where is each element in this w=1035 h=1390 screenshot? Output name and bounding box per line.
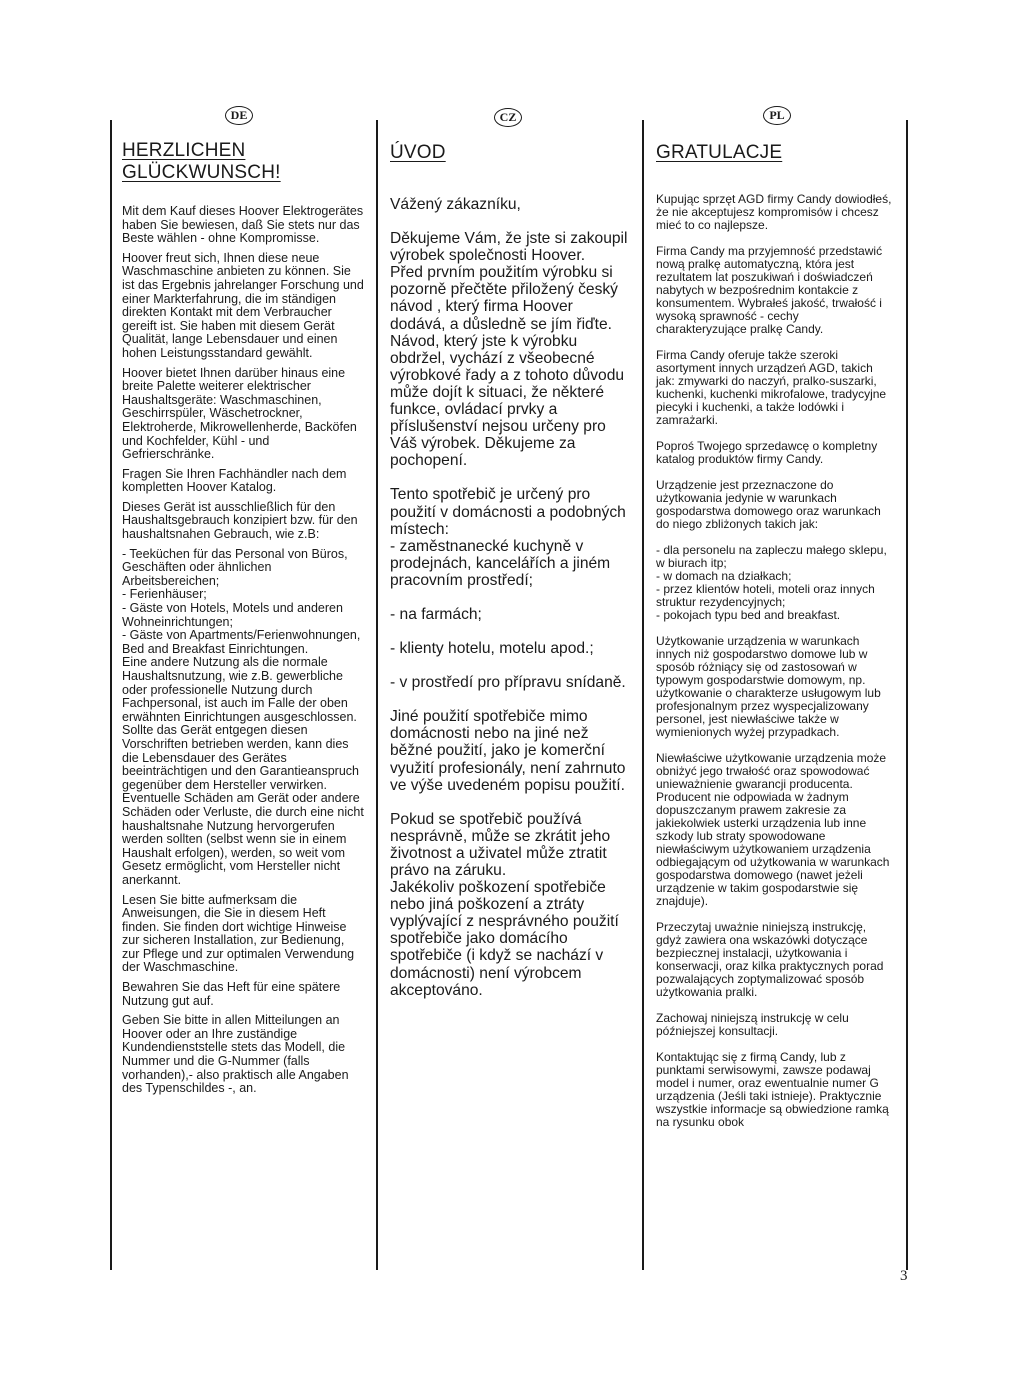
- paragraph-de: Dieses Gerät ist ausschließlich für den Haushaltsgebrauch konzipiert bzw. für den haushaltsnahen Gebrauch, wie z.B:: [122, 499, 358, 542]
- paragraph-pl: Poproś Twojego sprzedawcę o kompletny katalog produktów firmy Candy.: [656, 439, 878, 466]
- paragraph-de: Geben Sie bitte in allen Mitteilungen an Hoover oder an Ihre zuständige Kundendienststelle stets das Modell, die Nummer und die G-Nummer (falls vorhanden),- also praktisch alle Angaben des Typenschildes -, an.: [122, 1013, 349, 1096]
- paragraph-cz: Jiné použití spotřebiče mimo domácnosti nebo na jiné než běžné použití, jako je komerční využití profesionály, není zahrnuto ve výše uvedeném popisu použití.: [390, 708, 626, 794]
- paragraph-pl: Firma Candy ma przyjemność przedstawić nową pralkę automatyczną, która jest rezultatem lat poszukiwań i doświadczeń nabytych w bezpośrednim kontakcie z konsumentem. Wybrałeś jakość, trwałość i wysoką sprawność - cechy charakteryzujące pralkę Candy.: [656, 244, 883, 336]
- paragraph-cz: Pokud se spotřebič používá nesprávně, může se zkrátit jeho životnost a uživatel může ztratit právo na záruku. Jakékoliv poškození spotřebiče nebo jiná poškození a ztráty vyplývající z nesprávného použití spotřebiče jako domácího spotřebiče (i když se nachází v domácnosti) není výrobcem akceptováno.: [390, 810, 619, 999]
- paragraph-pl: Urządzenie jest przeznaczone do użytkowania jedynie w warunkach gospodarstwa domowego oraz warunkach do niego zbliżonych takich jak:: [656, 478, 881, 531]
- paragraph-cz: - na farmách;: [390, 605, 482, 623]
- language-badge-de: DE: [225, 106, 253, 125]
- column-divider-cz: [376, 120, 378, 1270]
- page-number: 3: [900, 1268, 908, 1284]
- body-text-de: [122, 205, 364, 1102]
- paragraph-de: Bewahren Sie das Heft für eine spätere Nutzung gut auf.: [122, 980, 341, 1008]
- paragraph-pl: Kontaktując się z firmą Candy, lub z punktami serwisowymi, zawsze podawaj model i numer, oraz ewentualnie numer G urządzenia (Jeśli taki istnieje). Praktycznie wszystkie informacje są obwiedzione ramką na rysunku obok: [656, 1050, 889, 1129]
- paragraph-cz: - klienty hotelu, motelu apod.;: [390, 640, 594, 658]
- paragraph-cz: - v prostředí pro přípravu snídaně.: [390, 674, 626, 692]
- paragraph-de: Hoover bietet Ihnen darüber hinaus eine breite Palette weiterer elektrischer Haushaltsgeräte: Waschmaschinen, Geschirrspüler, Wäschetrockner, Elektroherde, Mikrowellenherde, Backöfen und Kochfelder, Kühl - und Gefrierschränke.: [122, 365, 357, 462]
- body-text-pl: [656, 193, 892, 1142]
- paragraph-cz: Děkujeme Vám, že jste si zakoupil výrobek společnosti Hoover. Před prvním použitím výrobku si pozorně přečtěte přiložený český návod , který firma Hoover dodává, a důsledně se jím řiďte. Návod, který jste k výrobku obdržel, vychází z všeobecné výrobkové řady a z tohoto důvodu může dojít k situaci, že některé funkce, ovládací prvky a příslušenství nejsou určeny pro Váš výrobek. Děkujeme za pochopení.: [390, 230, 628, 470]
- page-edge-rule: [906, 120, 908, 1270]
- paragraph-de: Lesen Sie bitte aufmerksam die Anweisungen, die Sie in diesem Heft finden. Sie finden dort wichtige Hinweise zur sicheren Installation, zur Bedienung, zur Pflege und zur optimalen Verwendung der Waschmaschine.: [122, 892, 355, 975]
- paragraph-cz: Vážený zákazníku,: [390, 196, 521, 213]
- paragraph-pl: Niewłaściwe użytkowanie urządzenia może obniżyć jego trwałość oraz spowodować unieważnienie gwarancji producenta. Producent nie odpowiada w żadnym dopuszczanym prawem zakresie za jakiekolwiek usterki urządzenia lub inne szkody lub straty spowodowane niewłaściwym użytkowaniem urządzenia odbiegającym od użytkowania w warunkach gospodarstwa domowego (nawet jeżeli urządzenie w takim gospodarstwie się znajduje).: [656, 751, 890, 908]
- column-divider-pl: [642, 120, 644, 1270]
- paragraph-pl: Użytkowanie urządzenia w warunkach innych niż gospodarstwo domowe lub w sposób różniący się od zastosowań w typowym gospodarstwie domowym, np. użytkowanie o charakterze usługowym lub profesjonalnym przez wyspecjalizowany personel, jest niewłaściwe także w wymienionych wyżej przypadkach.: [656, 634, 881, 739]
- section-title-pl: GRATULACJE: [656, 142, 783, 163]
- paragraph-de: Fragen Sie Ihren Fachhändler nach dem kompletten Hoover Katalog.: [122, 466, 347, 495]
- section-title-cz: ÚVOD: [390, 142, 446, 163]
- paragraph-pl: Firma Candy oferuje także szeroki asortyment innych urządzeń AGD, takich jak: zmywarki do naczyń, pralko-suszarki, kuchenki, kuchenki mikrofalowe, tradycyjne piecyki i kuchenki, a także lodówki i zamrażarki.: [656, 348, 887, 427]
- paragraph-de: - Teeküchen für das Personal von Büros, Geschäften oder ähnlichen Arbeitsbereichen; - Ferienhäuser; - Gäste von Hotels, Motels und anderen Wohneinrichtungen; - Gäste von Apartments/Ferienwohnungen, Bed and Breakfast Einrichtungen. Eine andere Nutzung als die normale Haushaltsnutzung, wie z.B. gewerbliche oder professionelle Nutzung durch Fachpersonal, ist auch im Falle der oben erwähnten Einrichtungen ausgeschlossen. Sollte das Gerät entgegen diesen Vorschriften betrieben werden, kann dies die Lebensdauer des Gerätes beeinträchtigen und den Garantieanspruch gegenüber dem Hersteller verwirken. Eventuelle Schäden am Gerät oder andere Schäden oder Verluste, die durch eine nicht haushaltsnahe Nutzung hervorgerufen werden sollten (selbst wenn sie in einem Haushalt erfolgen), werden, so weit vom Gesetz ermöglicht, vom Hersteller nicht anerkannt.: [122, 546, 364, 887]
- section-title-de: HERZLICHEN GLÜCKWUNSCH!: [122, 140, 281, 183]
- paragraph-pl: Zachowaj niniejszą instrukcję w celu późniejszej konsultacji.: [656, 1011, 849, 1038]
- language-badge-cz: CZ: [494, 108, 522, 127]
- paragraph-de: Hoover freut sich, Ihnen diese neue Waschmaschine anbieten zu können. Sie ist das Ergebnis jahrelanger Forschung und einer Markterfahrung, die im ständigen direkten Kontakt mit dem Verbraucher gereift ist. Sie haben mit diesem Gerät Qualität, lange Lebensdauer und einen hohen Leistungsstandard gewählt.: [122, 250, 364, 360]
- paragraph-pl: - dla personelu na zapleczu małego sklepu, w biurach itp; - w domach na działkach; - przez klientów hoteli, moteli oraz innych struktur rezydencyjnych; - pokojach typu bed and breakfast.: [656, 543, 887, 622]
- column-divider-de: [110, 120, 112, 1270]
- paragraph-de: Mit dem Kauf dieses Hoover Elektrogerätes haben Sie bewiesen, daß Sie stets nur das Beste wählen - ohne Kompromisse.: [122, 204, 364, 246]
- paragraph-cz: Tento spotřebič je určený pro použití v domácnosti a podobných místech: - zaměstnanecké kuchyně v prodejnách, kancelářích a jiném pracovním prostředí;: [390, 486, 626, 589]
- paragraph-pl: Kupując sprzęt AGD firmy Candy dowiodłeś, że nie akceptujesz kompromisów i chcesz mieć to co najlepsze.: [656, 192, 892, 232]
- language-badge-pl: PL: [763, 106, 791, 125]
- body-text-cz: [390, 196, 630, 1016]
- paragraph-pl: Przeczytaj uważnie niniejszą instrukcję, gdyż zawiera ona wskazówki dotyczące bezpiecznej instalacji, użytkowania i konserwacji, oraz kilka praktycznych porad pozwalających zoptymalizować sposób użytkowania pralki.: [656, 920, 884, 999]
